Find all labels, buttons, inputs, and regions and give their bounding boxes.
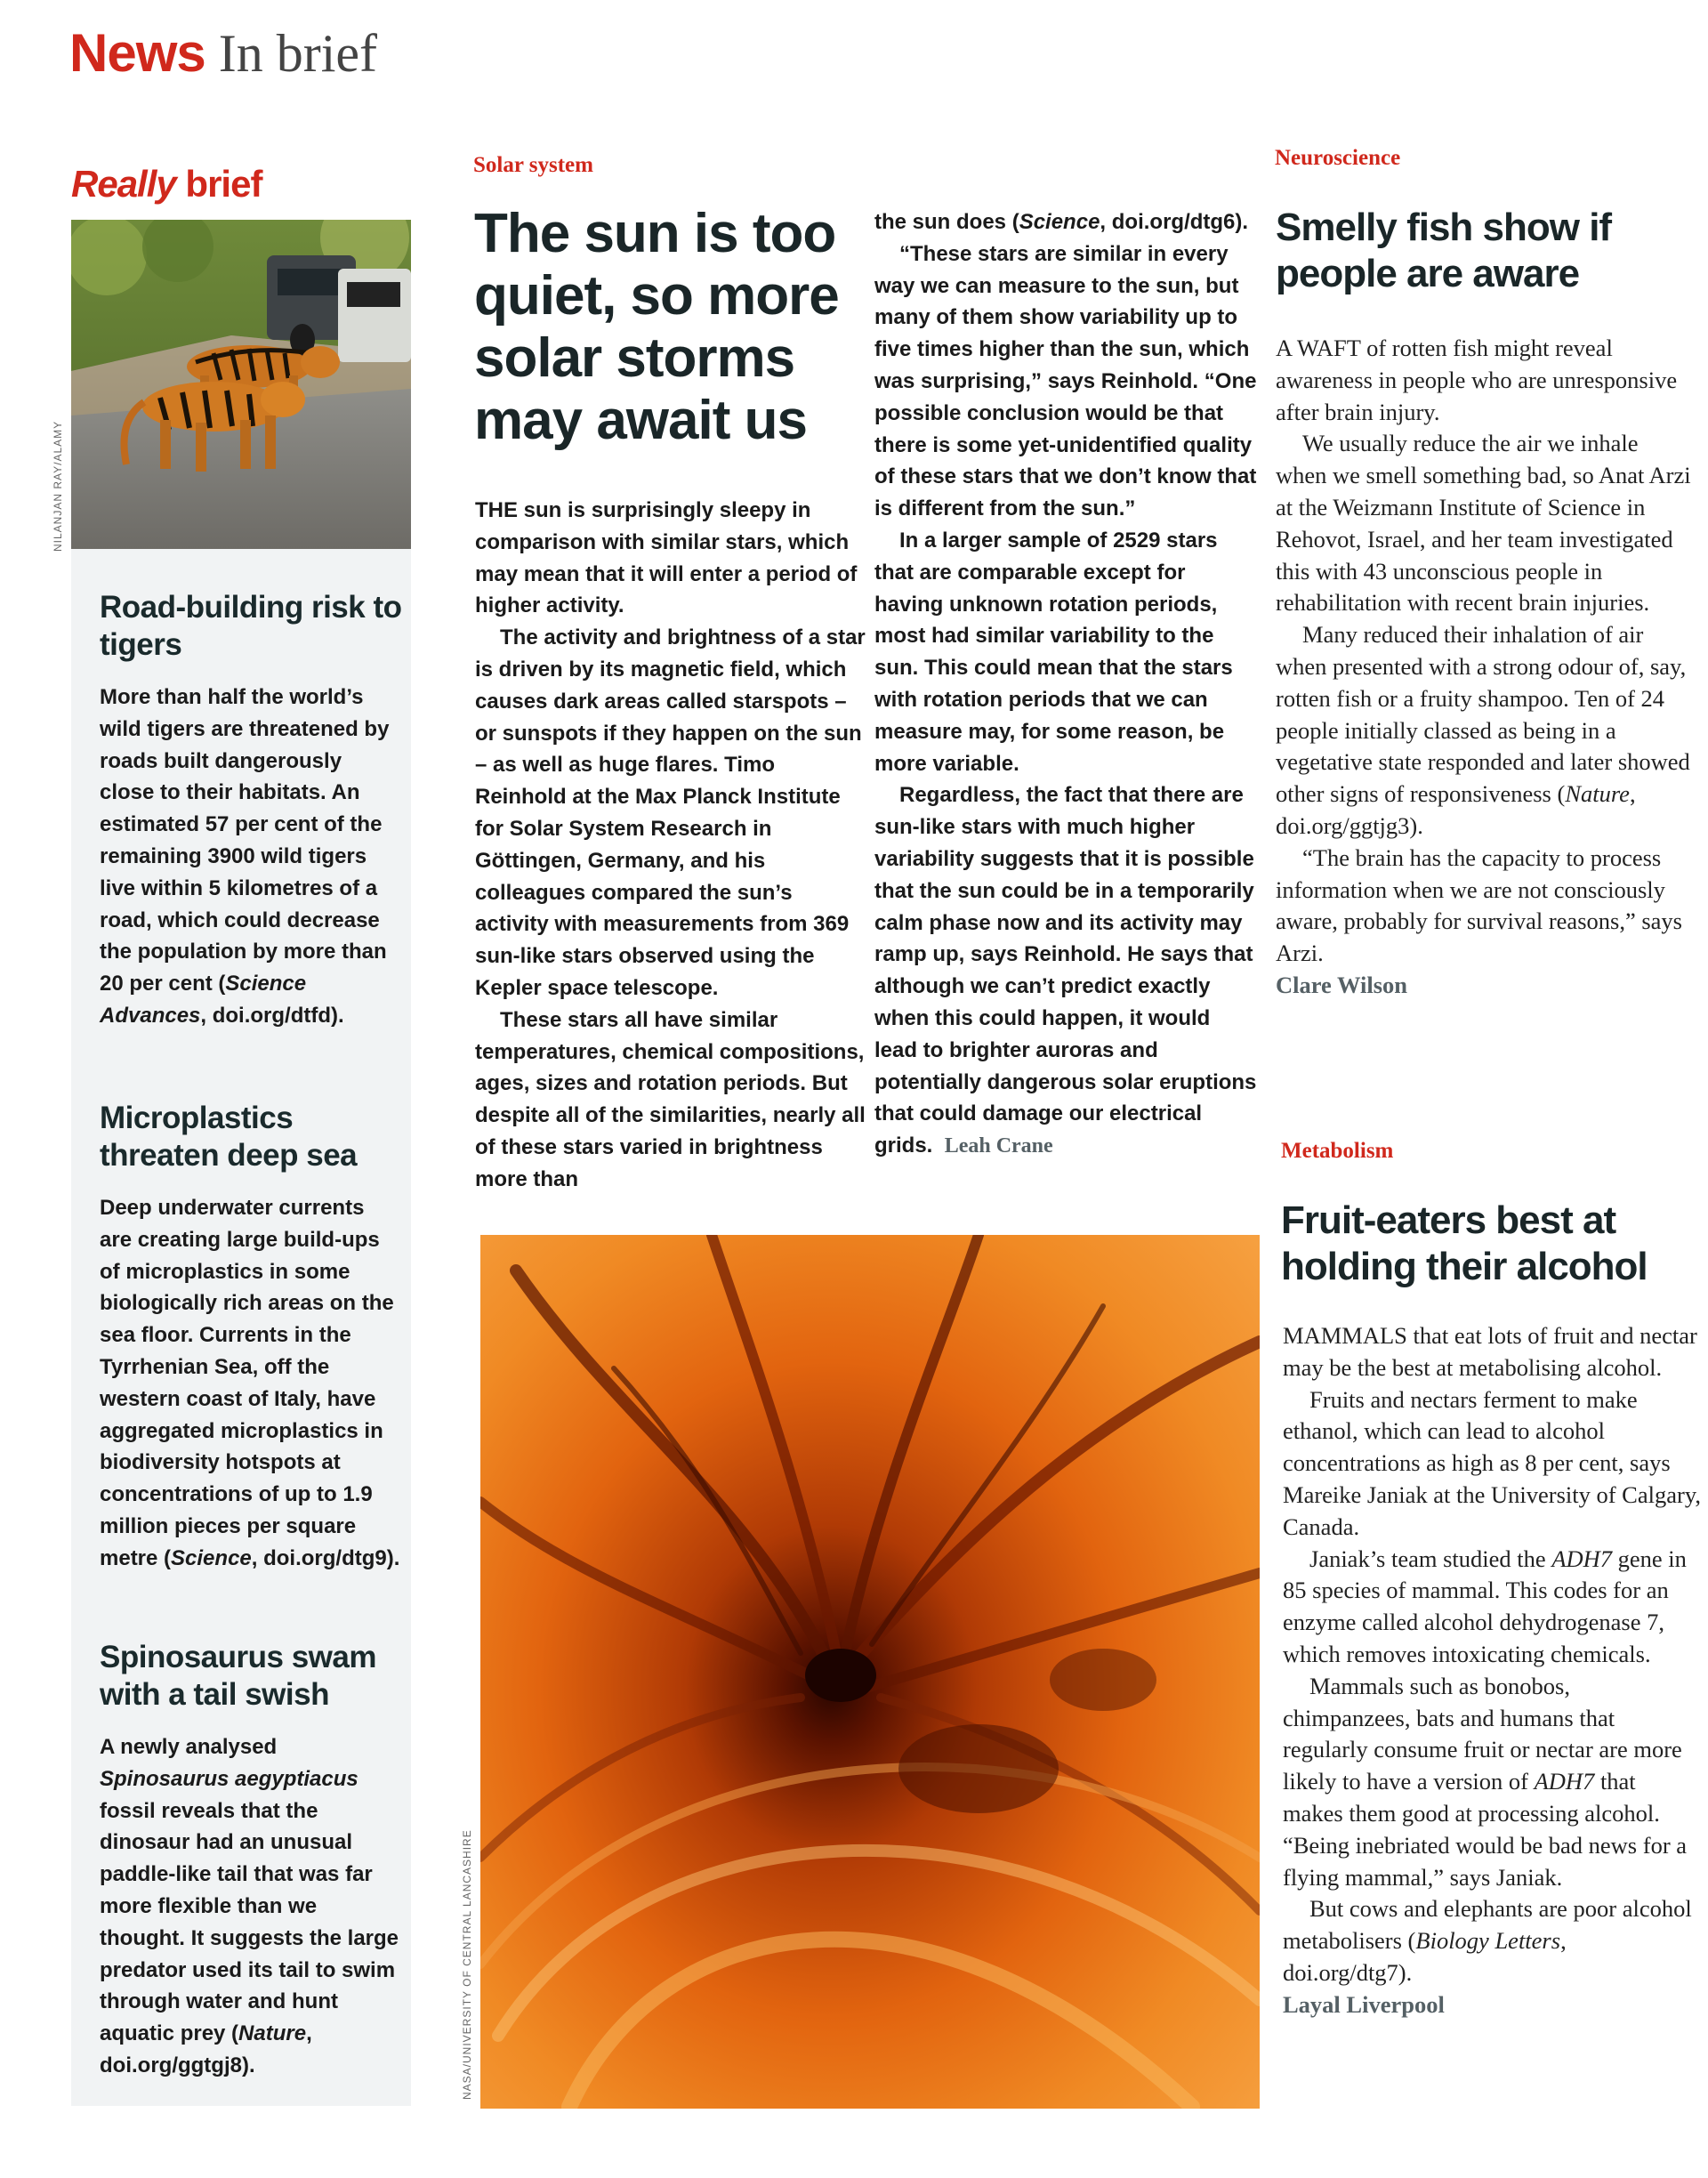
- sun-paragraph: “These stars are similar in every way we can measure to the sun, but many of them show variability up to five times higher than the sun, which was surprising,” says Reinhold. “One possible conclusion would be that there is some yet-unidentified quality of these stars that we don’t know that is different from the sun.”: [874, 241, 1257, 521]
- fish-headline: Smelly fish show if people are aware: [1276, 206, 1612, 295]
- brief-item-tigers: [100, 589, 402, 1032]
- sun-paragraph: The activity and brightness of a star is driven by its magnetic field, which causes dark areas called starspots – or sunspots if they happen on the sun – as well as huge flares. Timo Reinhold at the Max Planck Institute for Solar System Research in Göttingen, Germany, and his colleagues compared the sun’s activity with measurements from 369 sun-like stars observed using the Kepler space telescope.: [475, 625, 866, 1000]
- fruit-byline: Layal Liverpool: [1283, 1990, 1445, 2018]
- tiger-photo: [71, 220, 411, 549]
- fruit-paragraph: Fruits and nectars ferment to make ethanol, which can lead to alcohol concentrations as high as 8 per cent, says Mareike Janiak at the University of Calgary, Canada.: [1283, 1385, 1701, 1540]
- fruit-paragraph: But cows and elephants are poor alcohol metabolisers (Biology Letters, doi.org/dtg7).: [1283, 1895, 1692, 1986]
- fruit-paragraph: Janiak’s team studied the ADH7 gene in 85 species of mammal. This codes for an enzyme called alcohol dehydrogenase 7, which removes intoxicating chemicals.: [1283, 1545, 1687, 1667]
- fruit-section-label: Metabolism: [1281, 1139, 1394, 1163]
- really-brief-title: Really brief: [71, 163, 262, 205]
- sun-byline: Leah Crane: [944, 1134, 1053, 1158]
- header-in-brief: In brief: [218, 24, 377, 83]
- sun-body-col2: [874, 206, 1257, 1163]
- sun-paragraph: These stars all have similar temperatures, chemical compositions, ages, sizes and rotation periods. But despite all of the similarities, nearly all of these stars varied in brightness more than: [475, 1007, 866, 1191]
- fish-paragraph: We usually reduce the air we inhale when we smell something bad, so Anat Arzi at the Weizmann Institute of Science in Rehovot, Israel, and her team investigated this with 43 unconscious people in rehabilitation with recent brain injuries.: [1276, 430, 1691, 617]
- fruit-paragraph: Mammals such as bonobos, chimpanzees, bats and humans that regularly consume fruit or nectar are more likely to have a version of ADH7 that makes them good at processing alcohol. “Being inebriated would be bad news for a flying mammal,” says Janiak.: [1283, 1672, 1688, 1891]
- sun-section-label: Solar system: [473, 153, 593, 177]
- page-header: [69, 23, 377, 83]
- sunspot-photo-credit: NASA/UNIVERSITY OF CENTRAL LANCASHIRE: [461, 1829, 473, 2100]
- brief-item-spinosaurus: [100, 1639, 402, 2082]
- fish-paragraph: “The brain has the capacity to process information when we are not consciously aware, probably for survival reasons,” says Arzi.: [1276, 843, 1682, 967]
- header-news: News: [69, 23, 205, 83]
- fish-section-label: Neuroscience: [1275, 146, 1401, 170]
- fish-paragraph: A WAFT of rotten fish might reveal awareness in people who are unresponsive after brain injury.: [1276, 335, 1678, 425]
- fruit-paragraph: MAMMALS that eat lots of fruit and nectar may be the best at metabolising alcohol.: [1283, 1322, 1697, 1381]
- sun-paragraph: the sun does (Science, doi.org/dtg6).: [874, 210, 1249, 234]
- sun-body-col1: [475, 495, 866, 1196]
- brief-body: More than half the world’s wild tigers are threatened by roads built dangerously close to their habitats. An estimated 57 per cent of the remaining 3900 wild tigers live within 5 kilometres of a road, which could decrease the population by more than 20 per cent (Science Advances, doi.org/dtfd).: [100, 685, 390, 1028]
- fruit-body: [1283, 1320, 1701, 2021]
- brief-body: Deep underwater currents are creating large build-ups of microplastics in some biologically rich areas on the sea floor. Currents in the Tyrrhenian Sea, off the western coast of Italy, have aggregated microplastics in biodiversity hotspots at concentrations of up to 1.9 million pieces per square metre (Science, doi.org/dtg9).: [100, 1196, 400, 1570]
- sun-paragraph: Regardless, the fact that there are sun-like stars with much higher variability suggests that it is possible that the sun could be in a temporarily calm phase now and its activity may ramp up, says Reinhold. He says that although we can’t predict exactly when this could happen, it would lead to brighter auroras and potentially dangerous solar eruptions that could damage our electrical grids. Leah Crane: [874, 783, 1257, 1158]
- sun-paragraph: In a larger sample of 2529 stars that are comparable except for having unknown rotation periods, most had similar variability to the sun. This could mean that the stars with rotation periods that we can measure may, for some reason, be more variable.: [874, 528, 1233, 776]
- brief-body: A newly analysed Spinosaurus aegyptiacus fossil reveals that the dinosaur had an unusual paddle-like tail that was far more flexible than we thought. It suggests the large predator used its tail to swim through water and hunt aquatic prey (Nature, doi.org/ggtgj8).: [100, 1735, 399, 2077]
- sunspot-photo: [480, 1235, 1260, 2109]
- brief-headline: Road-building risk to tigers: [100, 590, 402, 662]
- brief-item-microplastics: [100, 1100, 402, 1575]
- fish-body: [1276, 333, 1694, 1002]
- sun-paragraph: THE sun is surprisingly sleepy in comparison with similar stars, which may mean that it will enter a period of higher activity.: [475, 498, 858, 618]
- tiger-photo-credit: NILANJAN RAY/ALAMY: [52, 420, 64, 552]
- fruit-headline: Fruit-eaters best at holding their alcohol: [1281, 1198, 1648, 1288]
- fish-byline: Clare Wilson: [1276, 971, 1407, 998]
- brief-headline: Spinosaurus swam with a tail swish: [100, 1640, 376, 1712]
- sun-headline: The sun is too quiet, so more solar storms may await us: [474, 203, 839, 451]
- brief-headline: Microplastics threaten deep sea: [100, 1101, 358, 1173]
- fish-paragraph: Many reduced their inhalation of air when presented with a strong odour of, say, rotten fish or a fruity shampoo. Ten of 24 people initially classed as being in a vegetative state responded and later showed other signs of responsiveness (Nature, doi.org/ggtjg3).: [1276, 621, 1690, 839]
